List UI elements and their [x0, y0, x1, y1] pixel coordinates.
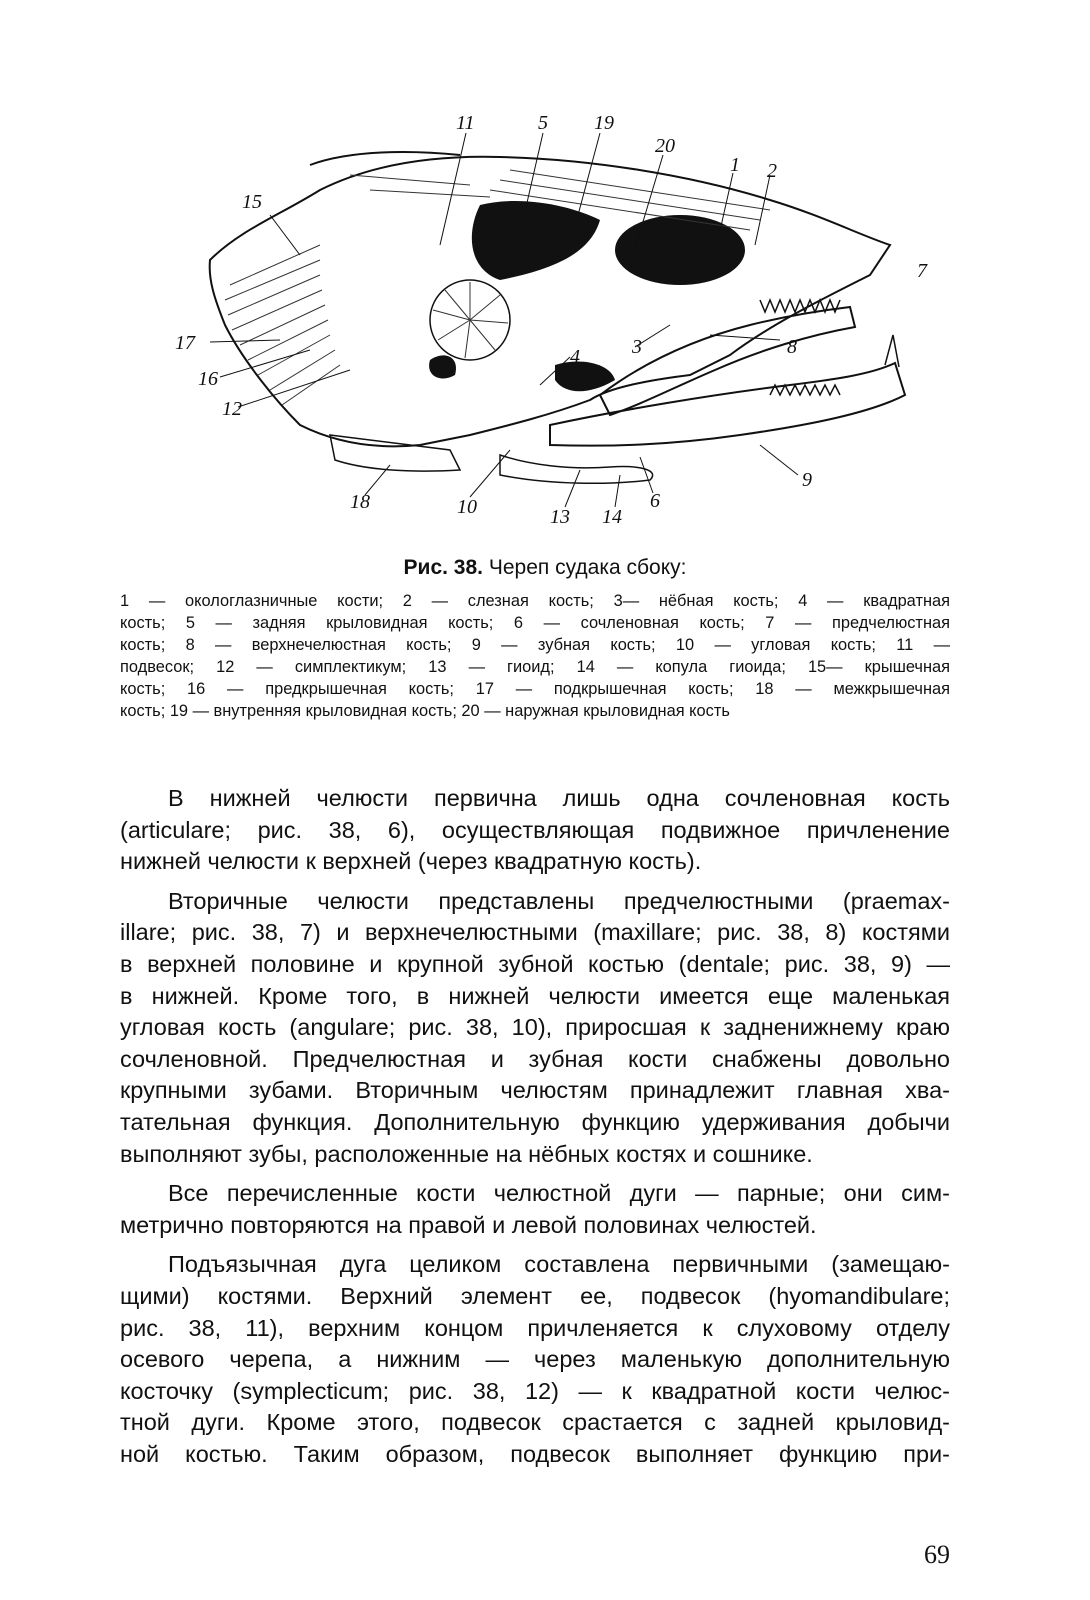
label-9: 9: [802, 469, 812, 491]
label-12: 12: [222, 398, 242, 420]
text-line: тательная функция. Дополнительную функцию удерживания добычи: [120, 1108, 950, 1135]
label-1: 1: [730, 154, 740, 176]
pterygoid-dark-region: [472, 201, 600, 280]
text-line: косточку (symplecticum; рис. 38, 12) — к квадратной кости челюс-: [120, 1377, 950, 1404]
legend-line: кость; 19 — внутренняя крыловидная кость; 20 — наружная крыловидная кость: [120, 702, 730, 720]
label-13: 13: [550, 506, 570, 528]
label-5: 5: [538, 112, 548, 134]
text-line: Все перечисленные кости челюстной дуги — парные; они сим-: [168, 1180, 950, 1207]
rosette-rays: [433, 282, 508, 358]
label-10: 10: [457, 496, 477, 518]
label-19: 19: [594, 112, 614, 134]
text-line: Вторичные челюсти представлены предчелюстными (praemax-: [168, 887, 950, 914]
text-line: в верхней половине и крупной зубной костью (dentale; рис. 38, 9) —: [120, 950, 950, 977]
label-2: 2: [767, 160, 777, 182]
label-18: 18: [350, 491, 370, 513]
dark-notch: [429, 355, 456, 378]
figure-caption: [0, 556, 1090, 580]
figure-title: Череп судака сбоку:: [483, 556, 687, 579]
paragraph-3: [120, 1178, 950, 1241]
label-8: 8: [787, 336, 797, 358]
text-line: нижней челюсти к верхней (через квадратную кость).: [120, 848, 702, 875]
leader-lines: [210, 133, 798, 507]
skull-figure: [170, 95, 960, 545]
text-line: тной дуги. Кроме этого, подвесок срастается с задней крыловид-: [120, 1409, 950, 1436]
paragraph-1: [120, 783, 950, 878]
text-line: рис. 38, 11), верхним концом причленяется к слуховому отделу: [120, 1314, 950, 1341]
text-line: ной костью. Таким образом, подвесок выполняет функцию при-: [120, 1440, 950, 1467]
text-line: Подъязычная дуга целиком составлена первичными (замещаю-: [168, 1251, 950, 1278]
text-line: щими) костями. Верхний элемент ее, подвесок (hyomandibulare;: [120, 1282, 950, 1309]
figure-number: Рис. 38.: [403, 556, 484, 579]
figure-legend: [120, 590, 950, 722]
quadrate-dark-region: [555, 361, 615, 391]
label-20: 20: [655, 135, 675, 157]
text-line: В нижней челюсти первична лишь одна сочленовная кость: [168, 785, 950, 811]
label-17: 17: [175, 332, 195, 354]
label-4: 4: [570, 346, 580, 368]
text-line: illare; рис. 38, 7) и верхнечелюстными (maxillare; рис. 38, 8) костями: [120, 919, 950, 946]
text-line: сочленовной. Предчелюстная и зубная кости снабжены довольно: [120, 1045, 950, 1072]
label-14: 14: [602, 506, 622, 528]
paragraph-4: [120, 1249, 950, 1470]
label-7: 7: [917, 260, 927, 282]
text-line: выполняют зубы, расположенные на нёбных костях и сошнике.: [120, 1140, 813, 1167]
text-line: (articulare; рис. 38, 6), осуществляющая подвижное причленение: [120, 816, 950, 843]
label-6: 6: [650, 490, 660, 512]
legend-line: кость; 5 — задняя крыловидная кость; 6 — сочленовная кость; 7 — предчелюстная: [120, 614, 950, 632]
legend-line: кость; 8 — верхнечелюстная кость; 9 — зубная кость; 10 — угловая кость; 11 —: [120, 636, 950, 654]
label-3: 3: [632, 336, 642, 358]
text-line: в нижней. Кроме того, в нижней челюсти имеется еще маленькая: [120, 982, 950, 1009]
legend-line: подвесок; 12 — симплектикум; 13 — гиоид; 14 — копула гиоида; 15— крышечная: [120, 658, 950, 676]
text-line: крупными зубами. Вторичным челюстям принадлежит главная хва-: [120, 1077, 950, 1104]
paragraph-2: [120, 886, 950, 1170]
skull-illustration: [170, 95, 960, 545]
page-number: 69: [924, 1540, 950, 1569]
skull-outline: [210, 152, 905, 446]
label-15: 15: [242, 191, 262, 213]
text-line: угловая кость (angulare; рис. 38, 10), приросшая к задненижнему краю: [120, 1014, 950, 1041]
label-11: 11: [456, 112, 475, 134]
label-16: 16: [198, 368, 218, 390]
text-line: метрично повторяются на правой и левой половинах челюстей.: [120, 1211, 817, 1238]
legend-line: 1 — окологлазничные кости; 2 — слезная кость; 3— нёбная кость; 4 — квадратная: [120, 592, 950, 610]
text-line: осевого черепа, а нижним — через маленькую дополнительную: [120, 1346, 950, 1373]
legend-line: кость; 16 — предкрышечная кость; 17 — подкрышечная кость; 18 — межкрышечная: [120, 680, 950, 698]
body-text: [120, 783, 950, 1470]
